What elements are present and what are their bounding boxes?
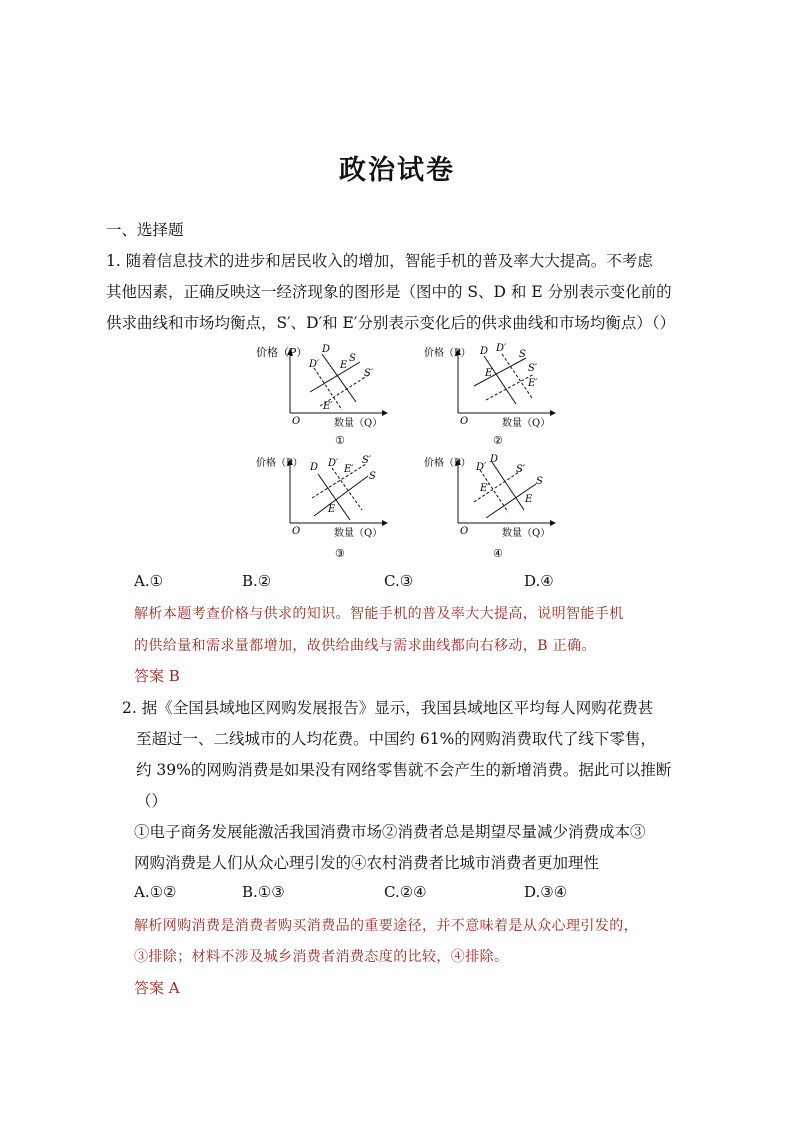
label-s-prime: S′: [364, 368, 374, 379]
q1-analysis-line-1: 解析本题考查价格与供求的知识。智能手机的普及率大大提高，说明智能手机: [134, 606, 624, 622]
label-e: E: [328, 504, 336, 515]
q1-answer: 答案 B: [134, 667, 180, 685]
y-axis-label: 价格（P）: [424, 458, 471, 469]
label-s-prime: S′: [362, 455, 372, 466]
label-e: E: [485, 368, 493, 379]
label-d: D: [480, 346, 489, 357]
q1-option-b[interactable]: B.②: [242, 572, 272, 590]
demand-curve-d-prime: [502, 354, 532, 398]
q2-option-d[interactable]: D.③④: [524, 883, 568, 901]
q2-line-4: （）: [136, 792, 168, 810]
x-axis-label: 数量（Q）: [334, 418, 383, 429]
origin-label: O: [292, 416, 301, 427]
origin-label: O: [460, 526, 469, 537]
label-s: S: [349, 353, 356, 364]
x-axis-label: 数量（Q）: [502, 528, 551, 539]
graph-1: [250, 340, 400, 452]
graph-number: ①: [335, 434, 345, 447]
origin-label: O: [292, 526, 301, 537]
q2-statements-line-1: ①电子商务发展能激活我国消费市场②消费者总是期望尽量减少消费成本③: [134, 823, 646, 841]
demand-curve-d: [484, 356, 516, 404]
x-axis-label: 数量（Q）: [334, 528, 383, 539]
label-e-prime: E′: [323, 401, 333, 412]
graph-number: ③: [335, 547, 345, 560]
label-s: S: [369, 471, 376, 482]
label-e-prime: E′: [528, 378, 538, 389]
label-s-prime: S′: [516, 464, 526, 475]
graph-3: [250, 450, 400, 565]
graph-4: [418, 450, 568, 565]
label-d-prime: D′: [328, 458, 339, 469]
q2-line-3: 约 39%的网购消费是如果没有网络零售就不会产生的新增消费。据此可以推断: [136, 761, 672, 779]
supply-curve-s: [314, 476, 368, 516]
label-d: D: [490, 454, 499, 465]
label-e: E: [525, 494, 533, 505]
label-e-prime: E′: [344, 464, 354, 475]
q1-option-d[interactable]: D.④: [524, 572, 554, 590]
q2-statements-line-2: 网购消费是人们从众心理引发的④农村消费者比城市消费者更加理性: [134, 854, 600, 872]
q2-analysis-line-1: 解析网购消费是消费者购买消费品的重要途径，并不意味着是从众心理引发的，: [134, 918, 638, 934]
y-axis-label: 价格（P）: [424, 348, 471, 359]
q2-analysis-line-2: ③排除；材料不涉及城乡消费者消费态度的比较，④排除。: [134, 949, 509, 965]
q1-line-2: 其他因素，正确反映这一经济现象的图形是（图中的 S、D 和 E 分别表示变化前的: [106, 283, 672, 301]
q2-line-2: 至超过一、二线城市的人均花费。中国约 61%的网购消费取代了线下零售，: [136, 730, 656, 748]
q1-option-a[interactable]: A.①: [134, 572, 164, 590]
supply-curve-s-prime: [486, 374, 534, 400]
q2-answer: 答案 A: [134, 979, 180, 997]
label-s-prime: S′: [528, 363, 538, 374]
page-title: 政治试卷: [339, 155, 455, 186]
q1-line-3: 供求曲线和市场均衡点，S′、D′和 E′分别表示变化后的供求曲线和市场均衡点）（）: [106, 314, 676, 332]
q1-analysis-line-2: 的供给量和需求量都增加，故供给曲线与需求曲线都向右移动，B 正确。: [134, 638, 596, 654]
supply-curve-s: [474, 358, 526, 386]
y-axis-label: 价格（P）: [256, 458, 303, 469]
supply-curve-s-prime: [312, 464, 366, 498]
label-d: D: [310, 462, 319, 473]
section-heading: 一、选择题: [106, 221, 184, 239]
label-d: D: [322, 344, 331, 355]
label-s: S: [519, 349, 526, 360]
q2-option-a[interactable]: A.①②: [134, 883, 177, 901]
q2-option-b[interactable]: B.①③: [242, 883, 285, 901]
label-s: S: [536, 476, 543, 487]
label-e: E: [340, 360, 348, 371]
graph-2: [418, 340, 568, 452]
label-e-prime: E′: [480, 483, 490, 494]
label-d-prime: D′: [476, 462, 487, 473]
q2-line-1: 2. 据《全国县域地区网购发展报告》显示，我国县域地区平均每人网购花费甚: [122, 699, 654, 717]
origin-label: O: [460, 416, 469, 427]
x-axis-label: 数量（Q）: [502, 418, 551, 429]
graph-number: ④: [493, 547, 503, 560]
graph-number: ②: [493, 434, 503, 447]
q2-option-c[interactable]: C.②④: [384, 883, 427, 901]
label-d-prime: D′: [309, 359, 320, 370]
label-d-prime: D′: [496, 343, 507, 354]
q1-line-1: 1. 随着信息技术的进步和居民收入的增加，智能手机的普及率大大提高。不考虑: [106, 252, 653, 270]
y-axis-label: 价格（P）: [256, 346, 308, 359]
q1-option-c[interactable]: C.③: [384, 572, 414, 590]
